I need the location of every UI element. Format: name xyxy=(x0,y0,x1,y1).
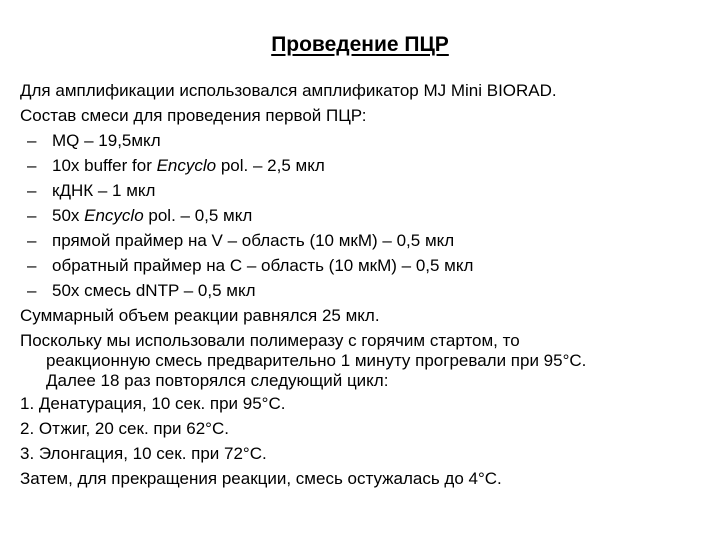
mix-buffer-part2: pol. – 2,5 мкл xyxy=(216,156,325,175)
mix-reverse-primer: обратный праймер на С – область (10 мкМ) – 0,5 мкл xyxy=(52,256,474,275)
bullet-dash: – xyxy=(27,281,37,300)
mix-buffer-part1: 10х buffer for xyxy=(52,156,157,175)
mix-dntp: 50х смесь dNTP – 0,5 мкл xyxy=(52,281,256,300)
hot-start-paragraph xyxy=(20,331,712,391)
bullet-dash: – xyxy=(27,256,37,275)
hot-start-line-2: реакционную смесь предварительно 1 минуту прогревали при 95°С. xyxy=(46,351,587,370)
page-title: Проведение ПЦР xyxy=(271,33,449,56)
mix-mq: MQ – 19,5мкл xyxy=(52,131,161,150)
bullet-dash: – xyxy=(27,131,37,150)
total-volume-text: Суммарный объем реакции равнялся 25 мкл. xyxy=(20,306,380,325)
step-denaturation: 1. Денатурация, 10 сек. при 95°С. xyxy=(20,394,286,413)
mix-buffer-enzyme: Encyclo xyxy=(156,156,217,175)
hot-start-line-3: Далее 18 раз повторялся следующий цикл: xyxy=(46,371,389,390)
mix-forward-primer: прямой праймер на V – область (10 мкМ) – 0,5 мкл xyxy=(52,231,455,250)
list-item-dna xyxy=(20,178,712,203)
step-annealing: 2. Отжиг, 20 сек. при 62°С. xyxy=(20,419,229,438)
mix-header: Состав смеси для проведения первой ПЦР: xyxy=(20,106,367,125)
final-text: Затем, для прекращения реакции, смесь остужалась до 4°С. xyxy=(20,469,502,488)
list-item-buffer xyxy=(20,153,712,178)
mix-dna: кДНК – 1 мкл xyxy=(52,181,156,200)
list-item-mq xyxy=(20,128,712,153)
intro-text: Для амплификации использовался амплификатор MJ Mini BIORAD. xyxy=(20,81,557,100)
list-item-forward-primer xyxy=(20,228,712,253)
list-item-polymerase xyxy=(20,203,712,228)
list-item-reverse-primer xyxy=(20,253,712,278)
bullet-dash: – xyxy=(27,156,37,175)
slide-body xyxy=(20,78,712,491)
bullet-dash: – xyxy=(27,206,37,225)
mix-polymerase-part2: pol. – 0,5 мкл xyxy=(143,206,253,225)
step-elongation: 3. Элонгация, 10 сек. при 72°С. xyxy=(20,444,267,463)
bullet-dash: – xyxy=(27,181,37,200)
list-item-dntp xyxy=(20,278,712,303)
bullet-dash: – xyxy=(27,231,37,250)
mix-polymerase-part1: 50х xyxy=(52,206,85,225)
hot-start-line-1: Поскольку мы использовали полимеразу с горячим стартом, то xyxy=(20,331,520,350)
mix-polymerase-enzyme: Encyclo xyxy=(84,206,144,225)
